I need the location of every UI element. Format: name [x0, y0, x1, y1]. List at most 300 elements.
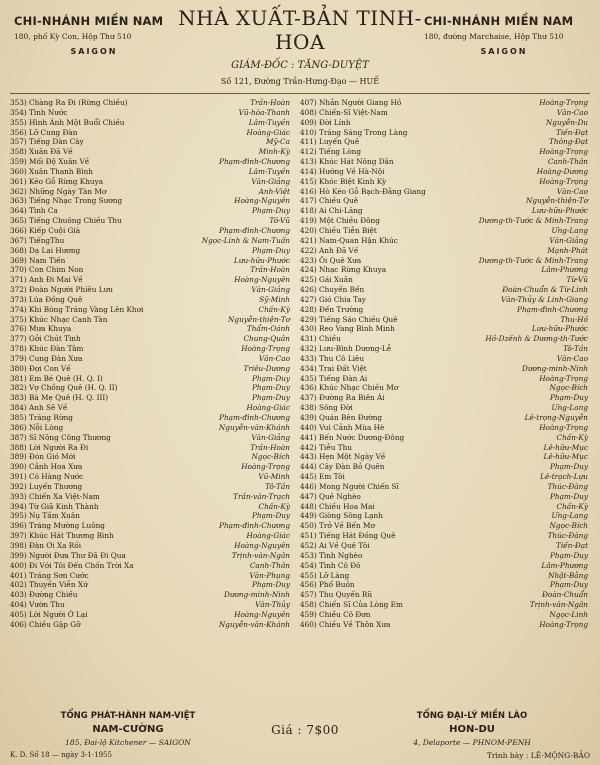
song-title: Vợ Chồng Quê (H. Q. II) [29, 383, 118, 393]
song-entry [10, 354, 300, 364]
song-title: Bà Mẹ Quê (H. Q. III) [29, 393, 109, 403]
song-entry [10, 246, 300, 256]
song-number: 445) [300, 472, 317, 482]
song-title: Nỗi Lòng [29, 422, 64, 432]
song-author: Thông-Đạt [549, 137, 588, 147]
song-author: Hoàng-Nguyên [234, 196, 290, 206]
song-number: 369) [10, 255, 27, 265]
song-number: 383) [10, 393, 27, 403]
song-entry [300, 482, 590, 492]
song-number: 401) [10, 570, 27, 580]
song-entry [300, 196, 590, 206]
song-entry [10, 196, 300, 206]
song-number: 366) [10, 225, 27, 235]
song-entry [300, 265, 590, 275]
song-title: Hò Kéo Gỗ Bạch-Đằng Giang [319, 186, 426, 196]
song-title: Đường Ra Biên Ải [319, 393, 385, 403]
song-number: 405) [10, 609, 27, 619]
song-number: 418) [300, 206, 317, 216]
song-title: Luyến Quê [319, 137, 360, 147]
song-entry [300, 295, 590, 305]
song-number: 397) [10, 531, 27, 541]
song-title: Quê Nghèo [319, 491, 361, 501]
song-title: Có Hàng Nước [29, 472, 84, 482]
song-entry [300, 177, 590, 187]
song-number: 459) [300, 609, 317, 619]
footer-right-name: HON-DU [449, 724, 495, 735]
song-author: Triêu-Dương [243, 363, 290, 373]
song-author: Văn-Giảng [251, 176, 290, 186]
song-entry [10, 118, 300, 128]
song-number: 382) [10, 383, 27, 393]
song-title: Tiếng Sáo Chiều Quê [319, 314, 398, 324]
song-author: Dương-th-Tước & Minh-Trang [478, 255, 588, 265]
song-entry [300, 364, 590, 374]
song-author: Lâm-Phương [541, 560, 588, 570]
song-title: Đời Lính [319, 117, 351, 127]
song-entry [10, 364, 300, 374]
song-number: 381) [10, 373, 27, 383]
song-title: Kéo Gỗ Rừng Khuya [29, 176, 104, 186]
song-title: Đến Trường [319, 304, 364, 314]
song-entry [10, 413, 300, 423]
song-entry [10, 137, 300, 147]
song-title: Đàn Ơi Xa Rồi [29, 540, 82, 550]
left-branch [14, 14, 174, 56]
song-title: Xuân Đã Về [29, 147, 73, 157]
song-author: Lưu-hữu-Phước [531, 206, 588, 216]
song-author: Lê-hữu-Mục [543, 442, 588, 452]
song-author: Văn-Cao [556, 186, 588, 196]
song-entry [300, 393, 590, 403]
song-title: Những Ngày Tàn Mơ [29, 186, 107, 196]
song-author: Minh-Kỳ [258, 147, 290, 157]
song-title: Nhắn Người Giang Hồ [319, 98, 402, 107]
song-title: Thuyền Viễn Xứ [29, 580, 88, 590]
song-author: Thúc-Đăng [547, 481, 588, 491]
song-entry [10, 590, 300, 600]
song-entry [300, 128, 590, 138]
song-author: Ngọc-Linh & Nam-Tuấn [201, 235, 290, 245]
song-title: Ai Về Quê Tôi [319, 540, 370, 550]
song-entry [10, 383, 300, 393]
song-title: Nhạc Rừng Khuya [319, 265, 387, 275]
song-author: Trần-Hoàn [250, 265, 290, 275]
song-number: 367) [10, 235, 27, 245]
song-title: Nụ Tầm Xuân [29, 511, 80, 521]
song-number: 364) [10, 206, 27, 216]
song-entry [10, 334, 300, 344]
song-author: Phạm-đình-Chương [219, 225, 290, 235]
song-author: Hoàng-Trọng [539, 98, 588, 107]
left-branch-address: 180, phố Kỳ Con, Hộp Thư 510 [14, 32, 132, 41]
song-title: Nam-Quan Hận Khúc [319, 235, 398, 245]
song-entry [10, 315, 300, 325]
song-number: 359) [10, 157, 27, 167]
song-title: Tiếng Dàn Cây [29, 137, 84, 147]
song-number: 356) [10, 127, 27, 137]
song-author: Phạm-Duy [251, 373, 290, 383]
song-title: Hình Ảnh Một Buổi Chiều [29, 117, 125, 127]
song-entry [300, 531, 590, 541]
song-number: 423) [300, 255, 317, 265]
song-author: Ngọc-Bích [549, 521, 588, 531]
song-title: Anh Đi Mai Về [29, 275, 83, 285]
song-author: Nguyễn-văn-Khánh [218, 422, 290, 432]
song-number: 370) [10, 265, 27, 275]
footer-right-address: 4, Delaporte — PHNOM-PENH [413, 738, 531, 747]
song-number: 373) [10, 294, 27, 304]
song-author: Nguyễn-văn-Khánh [218, 619, 290, 629]
song-entry [300, 551, 590, 561]
song-number: 395) [10, 511, 27, 521]
song-entry [10, 295, 300, 305]
song-number: 436) [300, 383, 317, 393]
song-entry [10, 177, 300, 187]
song-title: Chiến Xa Việt-Nam [29, 491, 100, 501]
song-entry [10, 167, 300, 177]
right-column [300, 98, 590, 630]
song-author: Vũ-Minh [258, 472, 290, 482]
song-entry [10, 226, 300, 236]
song-entry [300, 275, 590, 285]
song-author: Phạm-Duy [251, 206, 290, 216]
song-number: 450) [300, 521, 317, 531]
song-number: 451) [300, 531, 317, 541]
publisher-name: NHÀ XUẤT-BẢN TINH-HOA [178, 6, 422, 54]
song-number: 456) [300, 580, 317, 590]
song-number: 375) [10, 314, 27, 324]
song-number: 402) [10, 580, 27, 590]
song-author: Trần-văn-Trạch [233, 491, 290, 501]
song-entry [300, 354, 590, 364]
song-author: Ngọc-Bích [549, 383, 588, 393]
song-entry [300, 620, 590, 630]
song-author: Trịnh-văn-Ngân [231, 550, 290, 560]
footer-right [362, 711, 582, 747]
song-author: Hoàng-Giác [246, 127, 290, 137]
song-entry [10, 551, 300, 561]
song-entry [300, 443, 590, 453]
song-entry [300, 216, 590, 226]
song-title: Kiếp Cuội Già [29, 225, 81, 235]
song-title: Lời Người Ở Lại [29, 609, 88, 619]
song-title: Khi Bóng Trăng Vàng Lên Khơi [29, 304, 144, 314]
song-entry [300, 541, 590, 551]
song-author: Mỹ-Ca [266, 137, 290, 147]
song-author: Nhật-Bằng [548, 570, 588, 580]
song-title: Mong Người Chiến Sĩ [319, 481, 399, 491]
song-title: Tiếng Lòng [319, 147, 361, 157]
song-number: 411) [300, 137, 317, 147]
song-number: 361) [10, 176, 27, 186]
song-author: Phạm-đình-Chương [219, 157, 290, 167]
song-author: Thúc-Đăng [547, 531, 588, 541]
song-author: Lưu-hữu-Phước [233, 255, 290, 265]
song-title: Chiều Quê [319, 196, 359, 206]
director: GIÁM-ĐỐC : TĂNG-DUYỆT [231, 60, 369, 71]
song-author: Ưng-Lang [551, 225, 588, 235]
footer-left-name: NAM-CƯỜNG [92, 724, 164, 735]
song-entry [300, 374, 590, 384]
song-author: Hoàng-Trọng [539, 422, 588, 432]
song-number: 453) [300, 550, 317, 560]
right-branch-city: SAIGON [480, 47, 528, 56]
song-entry [300, 590, 590, 600]
song-number: 353) [10, 98, 27, 107]
song-number: 388) [10, 442, 27, 452]
song-title: Chuyến Bến [319, 285, 365, 295]
song-number: 415) [300, 176, 317, 186]
footer-left-title: TỔNG PHÁT-HÀNH NAM-VIỆT [60, 711, 196, 721]
song-entry [300, 511, 590, 521]
song-entry [300, 137, 590, 147]
song-author: Dương-minh-Ninh [521, 363, 588, 373]
song-entry [300, 167, 590, 177]
song-title: Phố Buồn [319, 580, 355, 590]
song-title: Con Chim Non [29, 265, 84, 275]
song-author: Ngọc-Bích [251, 452, 290, 462]
song-author: Chấn-Kỳ [556, 432, 588, 442]
song-title: Vườn Thu [29, 600, 65, 610]
song-title: Chiều Gặp Gỡ [29, 619, 81, 629]
song-number: 446) [300, 481, 317, 491]
song-entry [300, 521, 590, 531]
song-author: Chấn-Kỳ [258, 304, 290, 314]
song-title: Anh Sẽ Về [29, 403, 68, 413]
song-title: Đợi Con Về [29, 363, 71, 373]
song-title: Xuân Thanh Bình [29, 166, 93, 176]
song-author: Văn-Phụng [249, 570, 290, 580]
song-title: Chiều Về Thôn Xưa [319, 619, 391, 629]
footer-right-title: TỔNG ĐẠI-LÝ MIỀN LÀO [416, 711, 528, 721]
song-entry [300, 462, 590, 472]
song-number: 434) [300, 363, 317, 373]
song-number: 416) [300, 186, 317, 196]
song-number: 413) [300, 157, 317, 167]
song-number: 385) [10, 413, 27, 422]
song-author: Phạm-đình-Chương [219, 413, 290, 422]
song-title: Nam Tiến [29, 255, 66, 265]
song-author: Hoàng-Trọng [241, 462, 290, 472]
song-number: 390) [10, 462, 27, 472]
song-number: 454) [300, 560, 317, 570]
song-entry [10, 571, 300, 581]
song-title: Mối Độ Xuân Về [29, 157, 90, 167]
song-number: 394) [10, 501, 27, 511]
song-author: Hoàng-Trọng [241, 344, 290, 354]
song-title: Khóc Biệt Kinh Kỳ [319, 176, 387, 186]
song-number: 430) [300, 324, 317, 334]
song-author: Chung-Quân [243, 334, 290, 344]
right-branch-title: CHI-NHÁNH MIỀN NAM [424, 14, 574, 28]
header-divider [10, 93, 590, 94]
song-title: Tiếng Hát Đồng Quê [319, 531, 396, 541]
song-number: 379) [10, 353, 27, 363]
song-entry [300, 246, 590, 256]
song-entry [300, 206, 590, 216]
song-title: Cung Đàn Xưa [29, 353, 83, 363]
song-title: Hướng Về Hà-Nội [319, 166, 385, 176]
song-title: Cảnh Hoa Xưa [29, 462, 83, 472]
song-title: Tiếng Đàn Ai [319, 373, 368, 383]
song-number: 374) [10, 304, 27, 314]
song-title: Tráng Mường Luông [29, 521, 105, 531]
song-number: 371) [10, 275, 27, 285]
song-title: Lưu-Bình Dương-Lễ [319, 344, 392, 354]
song-number: 380) [10, 363, 27, 373]
song-number: 455) [300, 570, 317, 580]
catalog-columns [10, 98, 590, 630]
song-title: Khúc Đàn Tâm [29, 344, 84, 354]
song-title: Đi Với Tôi Đến Chốn Trời Xa [29, 560, 134, 570]
song-author: Phạm-Duy [549, 393, 588, 403]
song-entry [10, 541, 300, 551]
song-author: Nguyễn-thiện-Tơ [228, 314, 290, 324]
song-entry [300, 324, 590, 334]
song-title: Thu Quyến Rũ [319, 590, 373, 600]
song-author: Lê-trạch-Lựu [540, 472, 588, 482]
song-author: Lâm-Tuyền [248, 166, 290, 176]
song-author: Đoàn-Chuẩn & Từ-Linh [502, 285, 588, 295]
song-number: 441) [300, 432, 317, 442]
song-entry [10, 216, 300, 226]
song-title: Chiều Tiễn Biệt [319, 225, 377, 235]
footer [10, 707, 590, 765]
song-entry [10, 433, 300, 443]
song-number: 368) [10, 245, 27, 255]
song-entry [300, 118, 590, 128]
song-title: Gái Xuân [319, 275, 353, 285]
song-entry [300, 157, 590, 167]
song-author: Hoàng-Dương [536, 166, 588, 176]
song-title: Trai Đất Việt [319, 363, 367, 373]
song-title: Mưa Khuya [29, 324, 72, 334]
song-number: 403) [10, 590, 27, 600]
right-branch [424, 14, 584, 56]
song-number: 363) [10, 196, 27, 206]
song-number: 428) [300, 304, 317, 314]
song-title: Chàng Ra Đi (Rừng Chiều) [29, 98, 128, 107]
song-author: Phạm-Duy [549, 462, 588, 472]
song-number: 365) [10, 216, 27, 226]
song-entry [300, 305, 590, 315]
song-title: Lúa Đồng Quê [29, 294, 83, 304]
song-author: Sỹ-Minh [259, 294, 290, 304]
song-title: Gió Chia Tay [319, 294, 366, 304]
song-author: Nguyễn-Du [545, 117, 588, 127]
song-number: 432) [300, 344, 317, 354]
song-author: Mạnh-Phát [547, 245, 588, 255]
song-author: Tô-Tần [265, 481, 290, 491]
song-entry [10, 236, 300, 246]
song-entry [300, 147, 590, 157]
song-entry [300, 571, 590, 581]
song-title: Tiếng Nhạc Trong Sương [29, 196, 123, 206]
song-author: Tô-Vũ [269, 216, 290, 226]
song-author: Từ-Vũ [566, 275, 588, 285]
song-entry [10, 256, 300, 266]
song-number: 443) [300, 452, 317, 462]
song-number: 357) [10, 137, 27, 147]
song-entry [10, 580, 300, 590]
song-number: 354) [10, 107, 27, 117]
license-number: K. D. Số 18 — ngày 3-1-1955 [10, 751, 112, 759]
song-entry [300, 108, 590, 118]
song-entry [10, 374, 300, 384]
song-title: Ai Chi-Lăng [319, 206, 363, 216]
song-entry [300, 383, 590, 393]
song-number: 437) [300, 393, 317, 403]
left-branch-title: CHI-NHÁNH MIỀN NAM [14, 14, 164, 28]
song-number: 360) [10, 166, 27, 176]
song-title: Tiếng Chuông Chiều Thu [29, 216, 122, 226]
song-author: Nguyễn-thiện-Tơ [526, 196, 588, 206]
song-entry [10, 462, 300, 472]
song-author: Trần-Hoàn [250, 442, 290, 452]
song-title: Khúc Hát Thương Bình [29, 531, 114, 541]
song-number: 358) [10, 147, 27, 157]
song-author: Phạm-Duy [251, 393, 290, 403]
song-title: Thu Cô Liêu [319, 353, 365, 363]
song-author: Hoàng-Trọng [539, 619, 588, 629]
song-author: Hoàng-Giác [246, 403, 290, 413]
song-number: 425) [300, 275, 317, 285]
footer-left-address: 185, Đai-lộ Kitchener — SAIGON [65, 738, 191, 747]
song-entry [300, 236, 590, 246]
song-author: Phạm-Duy [549, 550, 588, 560]
song-title: Chiều Cô Đơn [319, 609, 371, 619]
song-entry [300, 285, 590, 295]
song-author: Phạm-đình-Chương [219, 521, 290, 531]
right-branch-address: 180, đường Marchaise, Hộp Thư 510 [424, 32, 564, 41]
song-author: Hoàng-Nguyên [234, 275, 290, 285]
song-number: 435) [300, 373, 317, 383]
song-title: Em Bé Quê (H. Q. I) [29, 373, 103, 383]
song-number: 460) [300, 619, 317, 629]
song-title: Chiến-Sĩ Việt-Nam [319, 107, 388, 117]
song-entry [300, 413, 590, 423]
song-title: Tình Cô Đô [319, 560, 361, 570]
song-entry [300, 600, 590, 610]
song-entry [10, 206, 300, 216]
song-entry [300, 492, 590, 502]
song-number: 391) [10, 472, 27, 482]
song-author: Tô-Tần [563, 344, 588, 354]
song-number: 404) [10, 600, 27, 610]
song-author: Phạm-đình-Chương [517, 304, 588, 314]
song-title: Sĩ Nông Công Thương [29, 432, 111, 442]
song-title: Bến Nước Dương-Đông [319, 432, 405, 442]
song-title: Luyến Thương [29, 481, 83, 491]
song-number: 440) [300, 422, 317, 432]
song-entry [10, 502, 300, 512]
song-author: Trịnh-văn-Ngân [529, 600, 588, 610]
song-author: Ngọc-Linh [549, 609, 588, 619]
song-author: Hoàng-Trọng [539, 147, 588, 157]
song-author: Dương-th-Tước & Minh-Trang [478, 216, 588, 226]
song-number: 409) [300, 117, 317, 127]
song-entry [300, 452, 590, 462]
song-entry [10, 452, 300, 462]
song-author: Phạm-Duy [251, 511, 290, 521]
song-author: Lê-hữu-Mục [543, 452, 588, 462]
song-author: Phạm-Duy [251, 245, 290, 255]
song-title: Ôi Quê Xưa [319, 255, 362, 265]
song-author: Ưng-Lang [551, 511, 588, 521]
song-title: Trăng Sáng Trong Làng [319, 127, 408, 137]
price: Giá : 7$00 [271, 723, 339, 737]
